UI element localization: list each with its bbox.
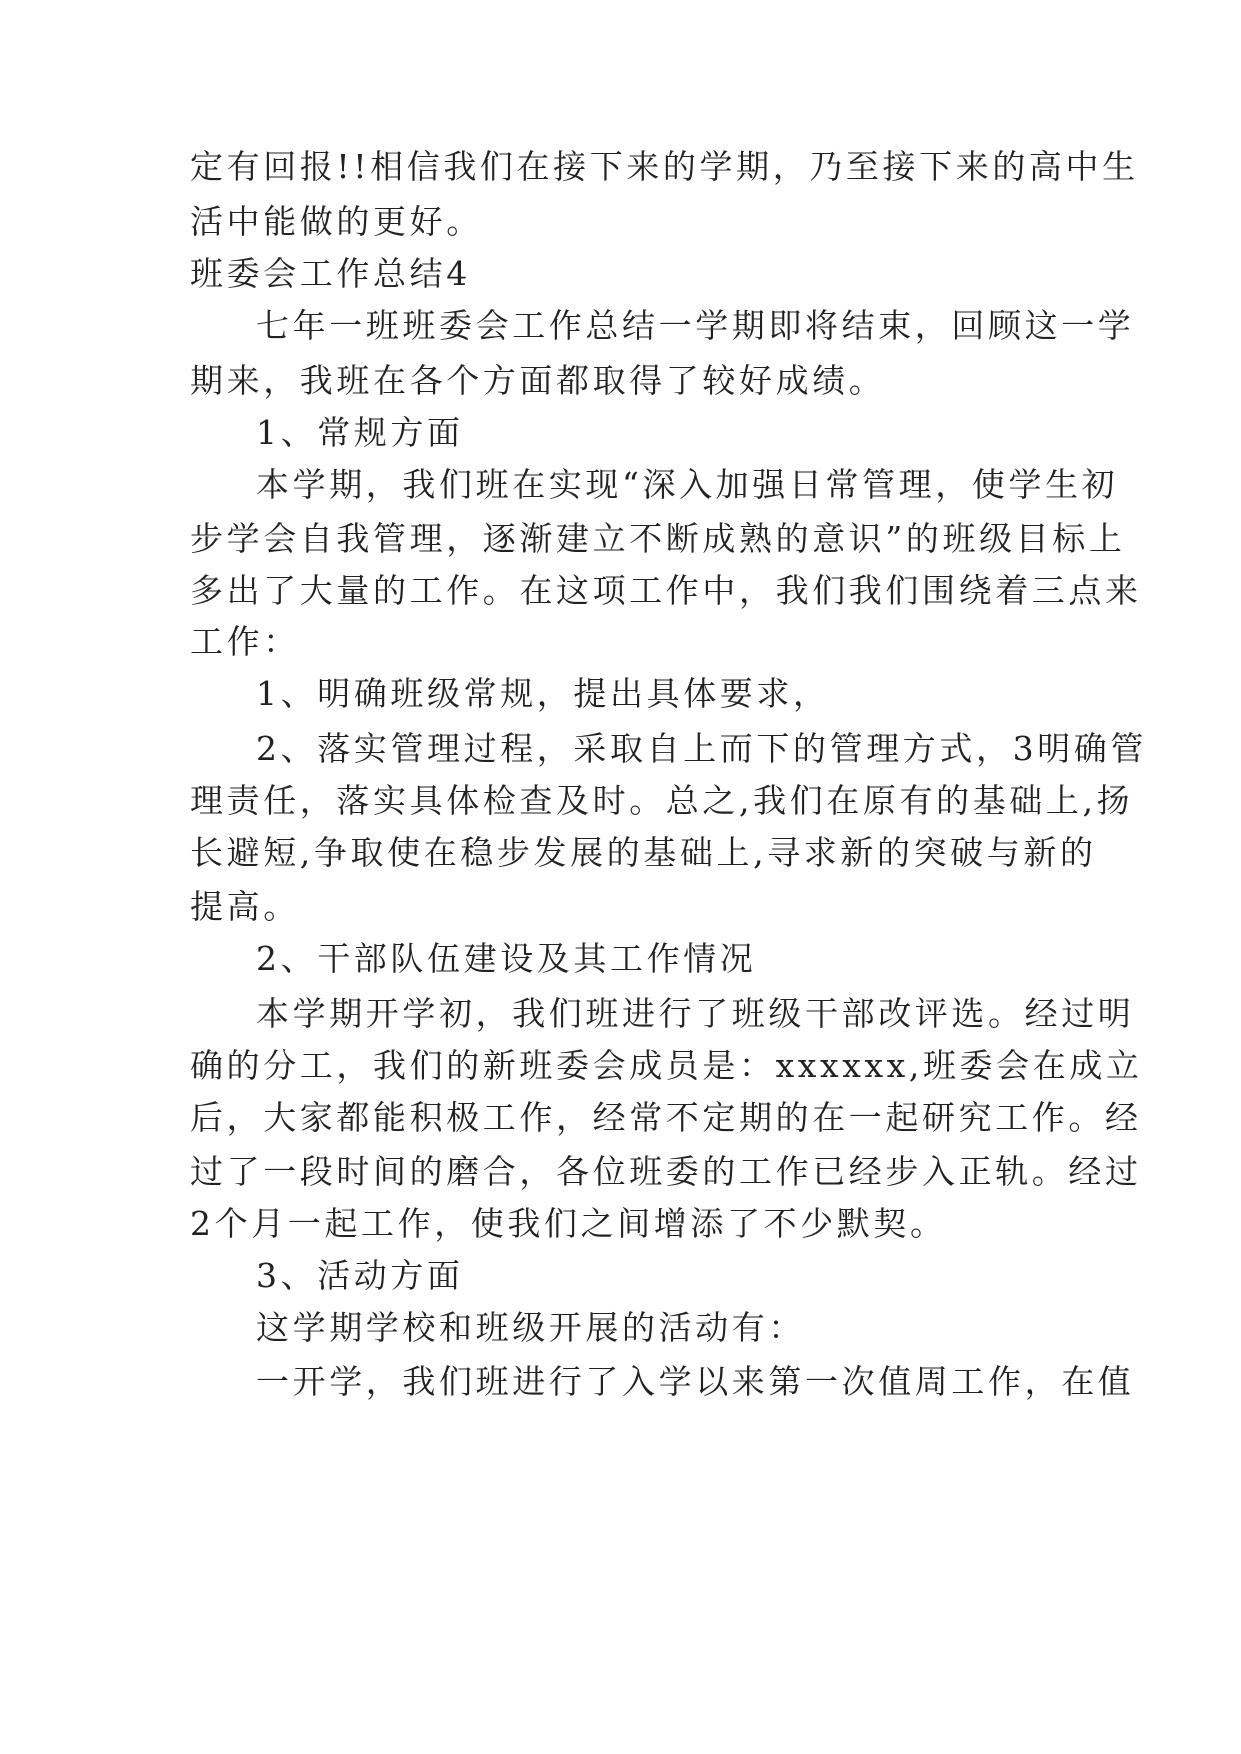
paragraph-line: 本学期开学初，我们班进行了班级干部改评选。经过明 xyxy=(256,994,1135,1033)
paragraph-line: 提高。 xyxy=(190,887,300,926)
paragraph-line: 过了一段时间的磨合，各位班委的工作已经步入正轨。经过 xyxy=(190,1152,1142,1191)
list-item: 2、落实管理过程，采取自上而下的管理方式，3明确管 xyxy=(256,729,1147,768)
paragraph-line: 2个月一起工作，使我们之间增添了不少默契。 xyxy=(190,1204,947,1243)
paragraph-line: 工作： xyxy=(190,622,300,661)
paragraph-line: 多出了大量的工作。在这项工作中，我们我们围绕着三点来 xyxy=(190,571,1142,610)
paragraph-line: 一开学，我们班进行了入学以来第一次值周工作，在值 xyxy=(256,1362,1135,1401)
paragraph-line: 步学会自我管理，逐渐建立不断成熟的意识”的班级目标上 xyxy=(190,519,1126,558)
paragraph-line: 确的分工，我们的新班委会成员是：xxxxxx,班委会在成立 xyxy=(190,1046,1143,1085)
list-item: 1、明确班级常规，提出具体要求， xyxy=(256,674,830,713)
paragraph-line: 后，大家都能积极工作，经常不定期的在一起研究工作。经 xyxy=(190,1098,1142,1137)
paragraph-line: 期来，我班在各个方面都取得了较好成绩。 xyxy=(190,361,886,400)
paragraph-line: 长避短,争取使在稳步发展的基础上,寻求新的突破与新的 xyxy=(190,833,1097,872)
paragraph-line: 本学期，我们班在实现“深入加强日常管理，使学生初 xyxy=(256,465,1119,504)
paragraph-line: 活中能做的更好。 xyxy=(190,202,483,241)
section-heading: 班委会工作总结4 xyxy=(190,254,471,293)
paragraph-line: 定有回报!!相信我们在接下来的学期，乃至接下来的高中生 xyxy=(190,147,1139,186)
paragraph-line: 这学期学校和班级开展的活动有： xyxy=(256,1308,805,1347)
subsection-heading: 2、干部队伍建设及其工作情况 xyxy=(256,939,757,978)
subsection-heading: 3、活动方面 xyxy=(256,1256,464,1295)
paragraph-line: 理责任，落实具体检查及时。总之,我们在原有的基础上,扬 xyxy=(190,781,1134,820)
subsection-heading: 1、常规方面 xyxy=(256,413,464,452)
paragraph-line: 七年一班班委会工作总结一学期即将结束，回顾这一学 xyxy=(256,306,1135,345)
